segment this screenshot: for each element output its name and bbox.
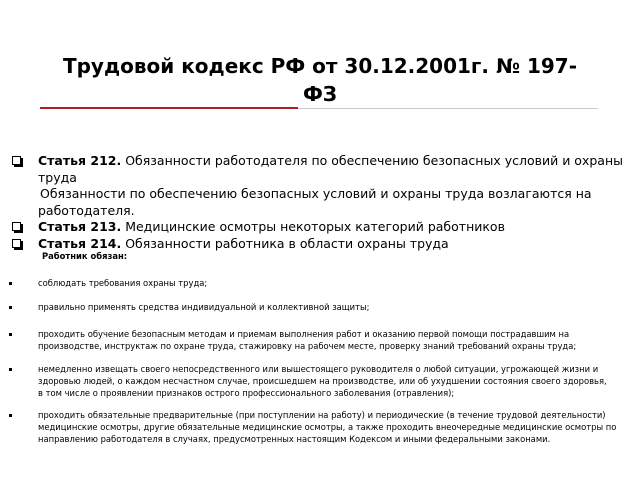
article-label: Статья 213. xyxy=(38,219,122,234)
note-line-1: Обязанности по обеспечению безопасных условий и охраны труда возлагаются на xyxy=(40,186,592,201)
note-line-2: работодателя. xyxy=(38,203,135,218)
article-text: Медицинские осмотры некоторых категорий работников xyxy=(121,219,505,234)
article-text: Обязанности работника в области охраны труда xyxy=(121,236,449,251)
duty-line: проходить обязательные предварительные (при поступлении на работу) и периодические (в течение трудовой деятельности) xyxy=(38,410,606,420)
duty-item xyxy=(38,328,633,352)
duty-item xyxy=(38,409,635,445)
duty-line: направлению работодателя в случаях, предусмотренных настоящим Кодексом и иными федеральными законами. xyxy=(38,434,551,444)
page-title-line-2: ФЗ xyxy=(302,82,338,106)
duty-line: здоровью людей, о каждом несчастном случае, происшедшем на производстве, или об ухудшении состояния своего здоровья, xyxy=(38,376,607,386)
article-label: Статья 214. xyxy=(38,236,122,251)
checkbox-bullet-icon xyxy=(12,239,21,248)
bullet-dot-icon xyxy=(9,368,12,371)
duty-line: медицинские осмотры, другие обязательные медицинские осмотры, а также проходить внеочередные медицинские осмотры по xyxy=(38,422,617,432)
duty-line: в том числе о проявлении признаков острого профессионального заболевания (отравления); xyxy=(38,388,455,398)
checkbox-bullet-icon xyxy=(12,156,21,165)
article-213 xyxy=(38,218,633,235)
bullet-dot-icon xyxy=(9,306,12,309)
article-212 xyxy=(38,152,633,169)
duty-item xyxy=(38,363,633,399)
duty-line: немедленно извещать своего непосредственного или вышестоящего руководителя о любой ситуации, угрожающей жизни и xyxy=(38,364,599,374)
bullet-dot-icon xyxy=(9,333,12,336)
article-label: Статья 212. xyxy=(38,153,122,168)
article-214 xyxy=(38,235,633,252)
duty-line: правильно применять средства индивидуальной и коллективной защиты; xyxy=(38,302,370,312)
page-title xyxy=(40,52,600,108)
duty-item xyxy=(38,277,633,289)
checkbox-bullet-icon xyxy=(12,222,21,231)
article-212-continuation: труда xyxy=(38,170,77,185)
duty-line: соблюдать требования охраны труда; xyxy=(38,278,208,288)
article-text: Обязанности работодателя по обеспечению безопасных условий и охраны xyxy=(121,153,623,168)
title-divider-accent xyxy=(40,107,298,109)
duty-line: производстве, инструктаж по охране труда, стажировку на рабочем месте, проверку знаний требований охраны труда; xyxy=(38,341,577,351)
bullet-dot-icon xyxy=(9,282,12,285)
duty-item xyxy=(38,301,633,313)
page-title-line-1: Трудовой кодекс РФ от 30.12.2001г. № 197- xyxy=(62,54,578,78)
duty-line: проходить обучение безопасным методам и приемам выполнения работ и оказанию первой помощи пострадавшим на xyxy=(38,329,570,339)
bullet-dot-icon xyxy=(9,414,12,417)
subheading: Работник обязан: xyxy=(42,251,128,261)
